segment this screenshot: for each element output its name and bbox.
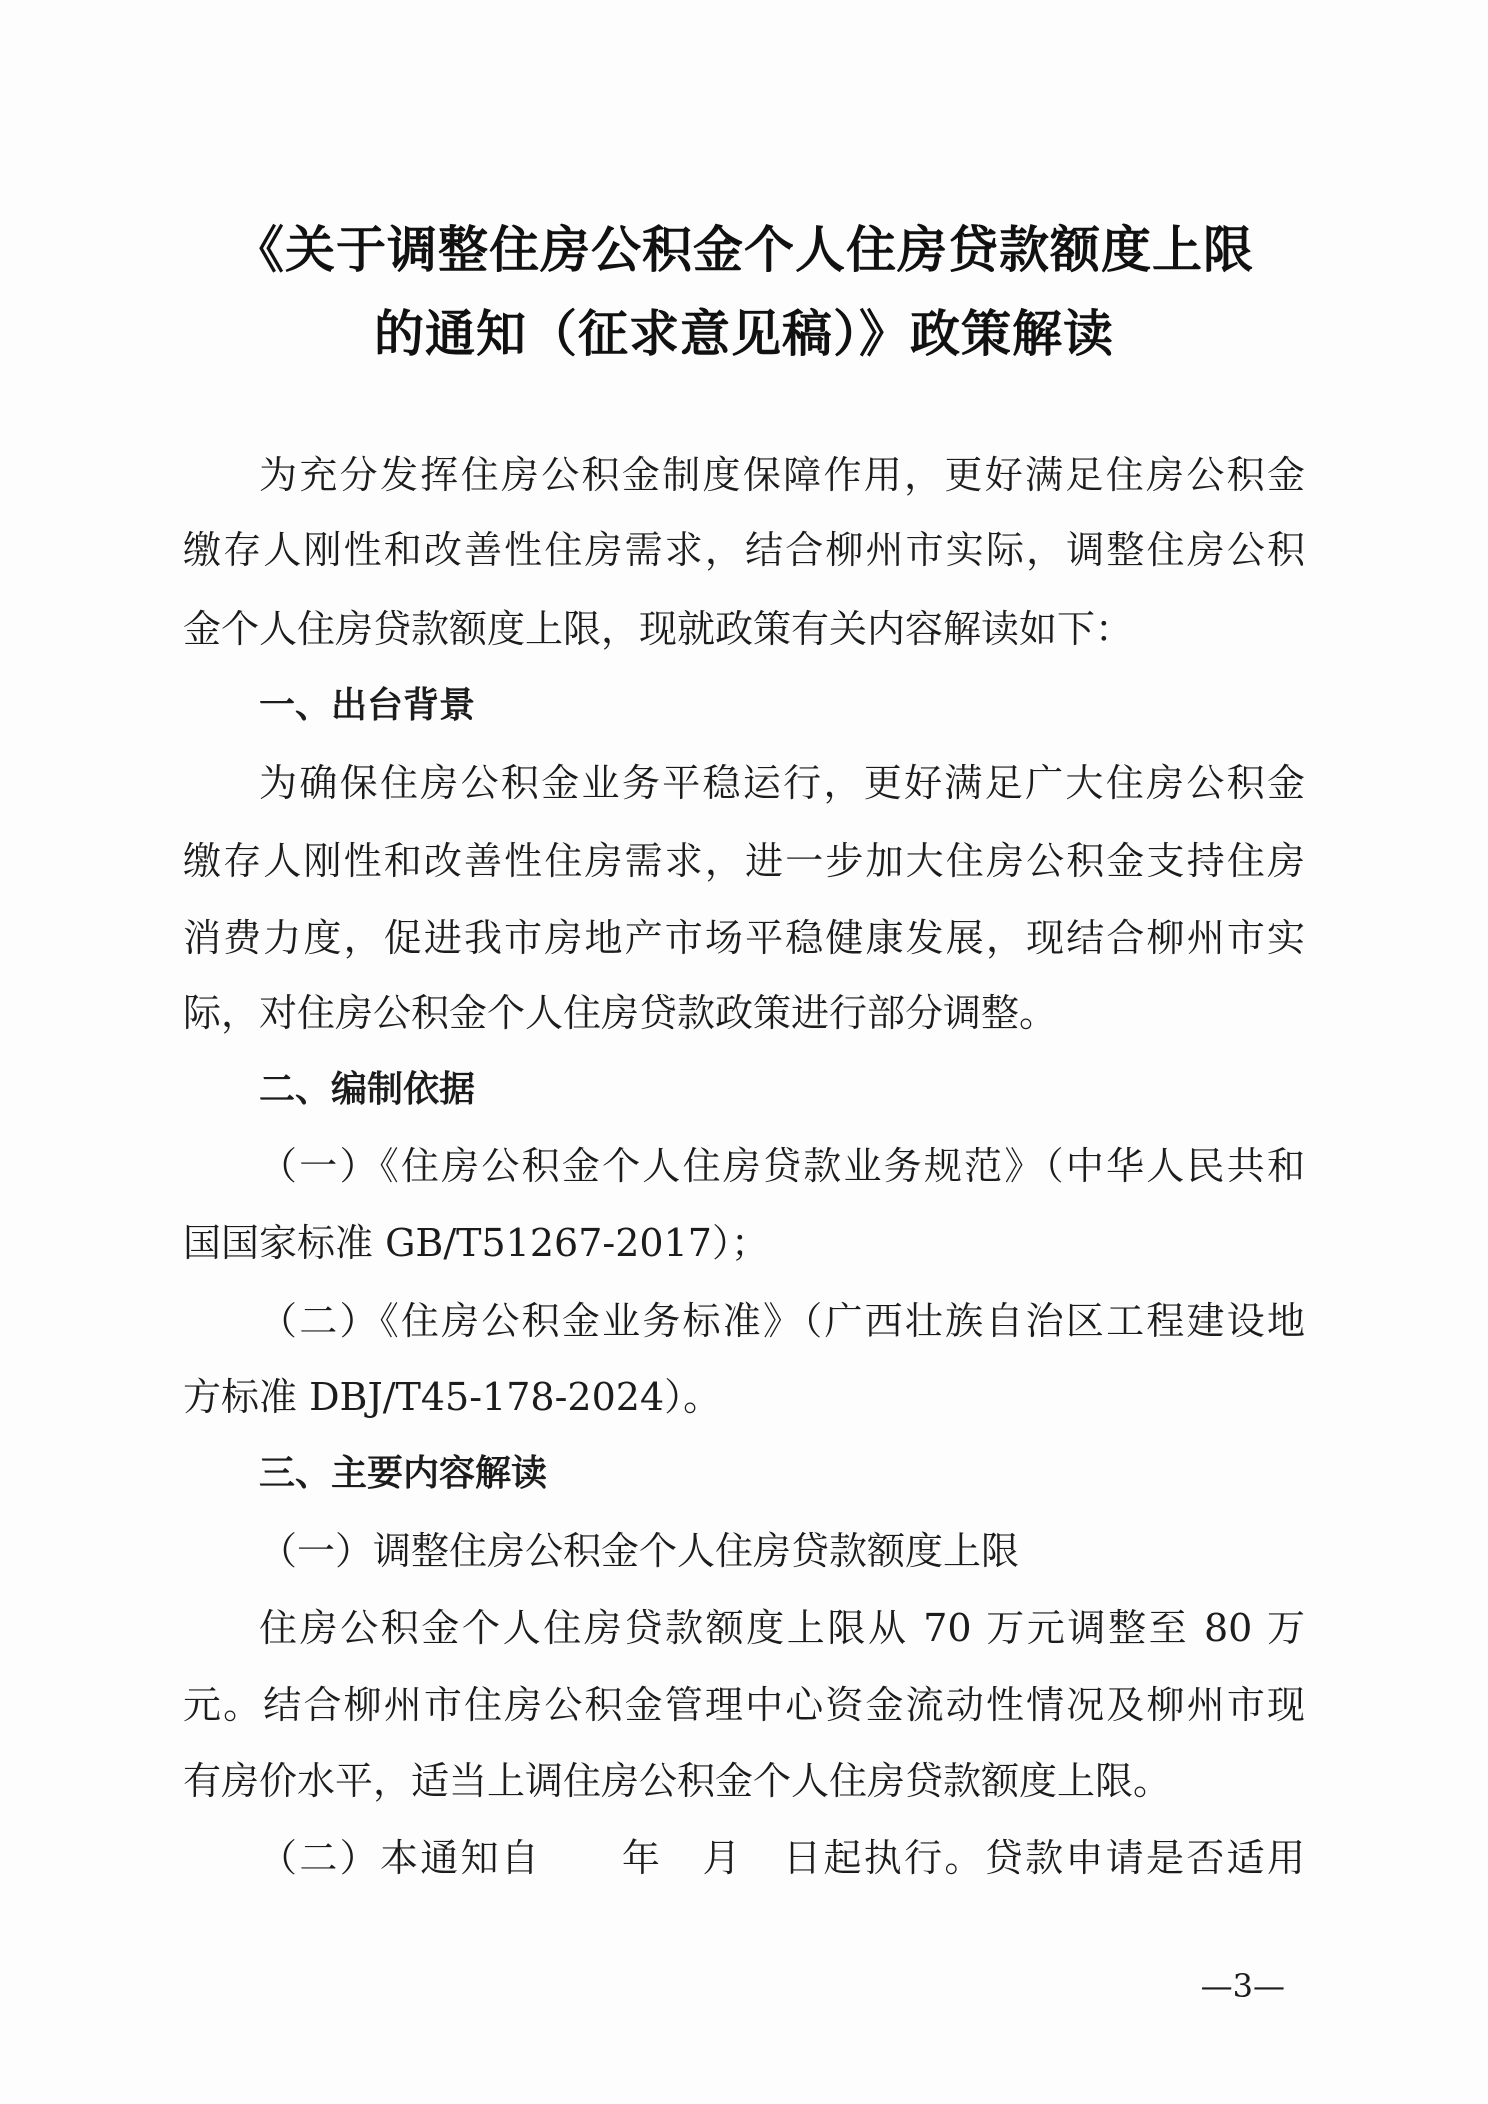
intro-line-1: 为充分发挥住房公积金制度保障作用，更好满足住房公积金 <box>259 453 1305 497</box>
section-heading-content: 三、主要内容解读 <box>259 1453 548 1494</box>
basis-1-line-2: 国国家标准 GB/T51267-2017）； <box>183 1221 769 1265</box>
item-1-line-2: 元。结合柳州市住房公积金管理中心资金流动性情况及柳州市现 <box>183 1683 1305 1727</box>
document-title <box>140 208 1348 376</box>
title-line-2: 的通知（征求意见稿）》政策解读 <box>374 305 1114 363</box>
section-heading-basis: 二、编制依据 <box>259 1069 476 1110</box>
background-line-4: 际，对住房公积金个人住房贷款政策进行部分调整。 <box>183 991 1058 1035</box>
item-1-heading: （一）调整住房公积金个人住房贷款额度上限 <box>259 1529 1020 1573</box>
item-1-line-3: 有房价水平，适当上调住房公积金个人住房贷款额度上限。 <box>183 1759 1172 1803</box>
background-line-3: 消费力度，促进我市房地产市场平稳健康发展，现结合柳州市实 <box>183 916 1305 960</box>
item-1-line-1: 住房公积金个人住房贷款额度上限从 70 万元调整至 80 万 <box>259 1606 1305 1650</box>
basis-2-line-2: 方标准 DBJ/T45-178-2024）。 <box>183 1375 722 1419</box>
basis-1-line-1: （一）《住房公积金个人住房贷款业务规范》（中华人民共和 <box>259 1144 1305 1188</box>
intro-line-2: 缴存人刚性和改善性住房需求，结合柳州市实际，调整住房公积 <box>183 528 1305 572</box>
basis-2-line-1: （二）《住房公积金业务标准》（广西壮族自治区工程建设地 <box>259 1299 1305 1343</box>
background-line-2: 缴存人刚性和改善性住房需求，进一步加大住房公积金支持住房 <box>183 839 1305 883</box>
intro-line-3: 金个人住房贷款额度上限，现就政策有关内容解读如下： <box>183 607 1134 651</box>
item-2-line-1: （二）本通知自 年 月 日起执行。贷款申请是否适用 <box>259 1836 1305 1880</box>
background-line-1: 为确保住房公积金业务平稳运行，更好满足广大住房公积金 <box>259 761 1305 805</box>
title-line-1: 《关于调整住房公积金个人住房贷款额度上限 <box>234 221 1254 279</box>
page-number: —3— <box>1200 1967 1285 2005</box>
section-heading-background: 一、出台背景 <box>259 685 476 726</box>
